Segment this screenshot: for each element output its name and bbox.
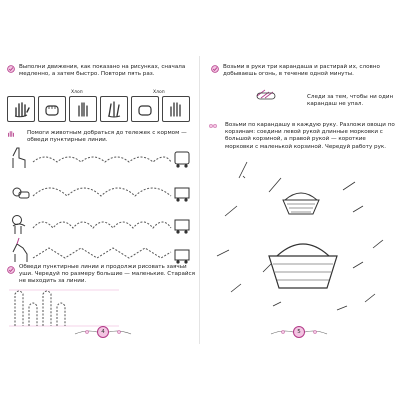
- fist-icon: [135, 100, 155, 118]
- fist-icon: [42, 100, 62, 118]
- carrot-icon: [353, 262, 363, 268]
- large-basket-icon: [269, 244, 337, 288]
- carrot-icon: [273, 302, 281, 306]
- hand-gesture-1: [7, 96, 35, 122]
- carrot-icon: [373, 240, 383, 248]
- carrot-icon: [263, 264, 271, 272]
- fingers-icon: [7, 130, 15, 138]
- unicorn-icon: [13, 238, 27, 262]
- carrot-icon: [217, 250, 229, 256]
- tracing-line-3: [33, 222, 171, 228]
- right-page: [203, 56, 397, 344]
- hand-gesture-6: [162, 96, 190, 122]
- exercise-2-instruction: Помоги животным добраться до тележек с кормом — обведи пунктирные линии.: [27, 130, 187, 144]
- carrot-icon: [343, 182, 355, 190]
- book-spread: [3, 56, 397, 344]
- giraffe-icon: [13, 148, 25, 168]
- carrot-icon: [365, 294, 375, 302]
- exercise-4-note: Следи за тем, чтобы ни один карандаш не упал.: [307, 94, 394, 108]
- cart-icon: [175, 152, 189, 168]
- hand-icon: [209, 122, 217, 130]
- carrot-icon: [239, 162, 247, 178]
- tracing-line-1: [33, 157, 171, 162]
- clap-hands-icon: [73, 100, 93, 118]
- puppy-icon: [13, 216, 26, 235]
- hand-gesture-3: [69, 96, 97, 122]
- carrot-icon: [337, 306, 347, 310]
- cart-icon: [175, 220, 189, 234]
- page-fold: [199, 56, 200, 344]
- carrots-and-baskets-area: [203, 156, 397, 336]
- dog-icon: [13, 188, 29, 198]
- exercise-4-instruction: Возьми в руки три карандаша и растирай их, словно добываешь огонь, в течение одной минуты.: [223, 64, 380, 78]
- clap-label-2: Хлоп: [153, 90, 165, 95]
- bunny-ears-tracing: [9, 288, 119, 328]
- fingers-icon: [104, 100, 124, 118]
- carrot-icon: [269, 178, 281, 192]
- carrot-icon: [225, 206, 237, 216]
- hand-gesture-4: [100, 96, 128, 122]
- exercise-5-instruction: Возьми по карандашу в каждую руку. Разложи овощи по корзинам: соедини левой рукой длинные морковки с большой корзиной, а правой рукой — короткие морковки с маленькой корзиной. Чередуй работу рук.: [225, 122, 395, 150]
- page-number-right: 5: [293, 326, 305, 338]
- small-basket-icon: [283, 193, 319, 214]
- open-hand-icon: [166, 100, 186, 118]
- checkmark-circle-icon: [211, 65, 219, 73]
- cart-icon: [175, 250, 189, 264]
- carrot-icon: [231, 284, 241, 292]
- hand-gesture-2: [38, 96, 66, 122]
- cart-icon: [175, 188, 189, 202]
- carrot-icon: [353, 206, 363, 212]
- clap-label-1: Хлоп: [71, 90, 83, 95]
- exercise-3-instruction: Обведи пунктирные линии и продолжи рисовать заячьи уши. Чередуй по размеру большие — маленькие. Старайся не выходить за линии.: [19, 264, 195, 285]
- tracing-line-2: [33, 188, 171, 196]
- open-hand-icon: [11, 100, 31, 118]
- page-number-left: 4: [97, 326, 109, 338]
- checkmark-circle-icon: [7, 65, 15, 73]
- hands-with-pencils-icon: [255, 86, 277, 100]
- exercise-1-instruction: Выполни движения, как показано на рисунках, сначала медленно, а затем быстро. Повтори пять раз.: [19, 64, 186, 78]
- hand-gesture-5: [131, 96, 159, 122]
- tracing-line-4: [33, 248, 171, 258]
- left-page: [3, 56, 197, 344]
- checkmark-circle-icon: [7, 266, 15, 274]
